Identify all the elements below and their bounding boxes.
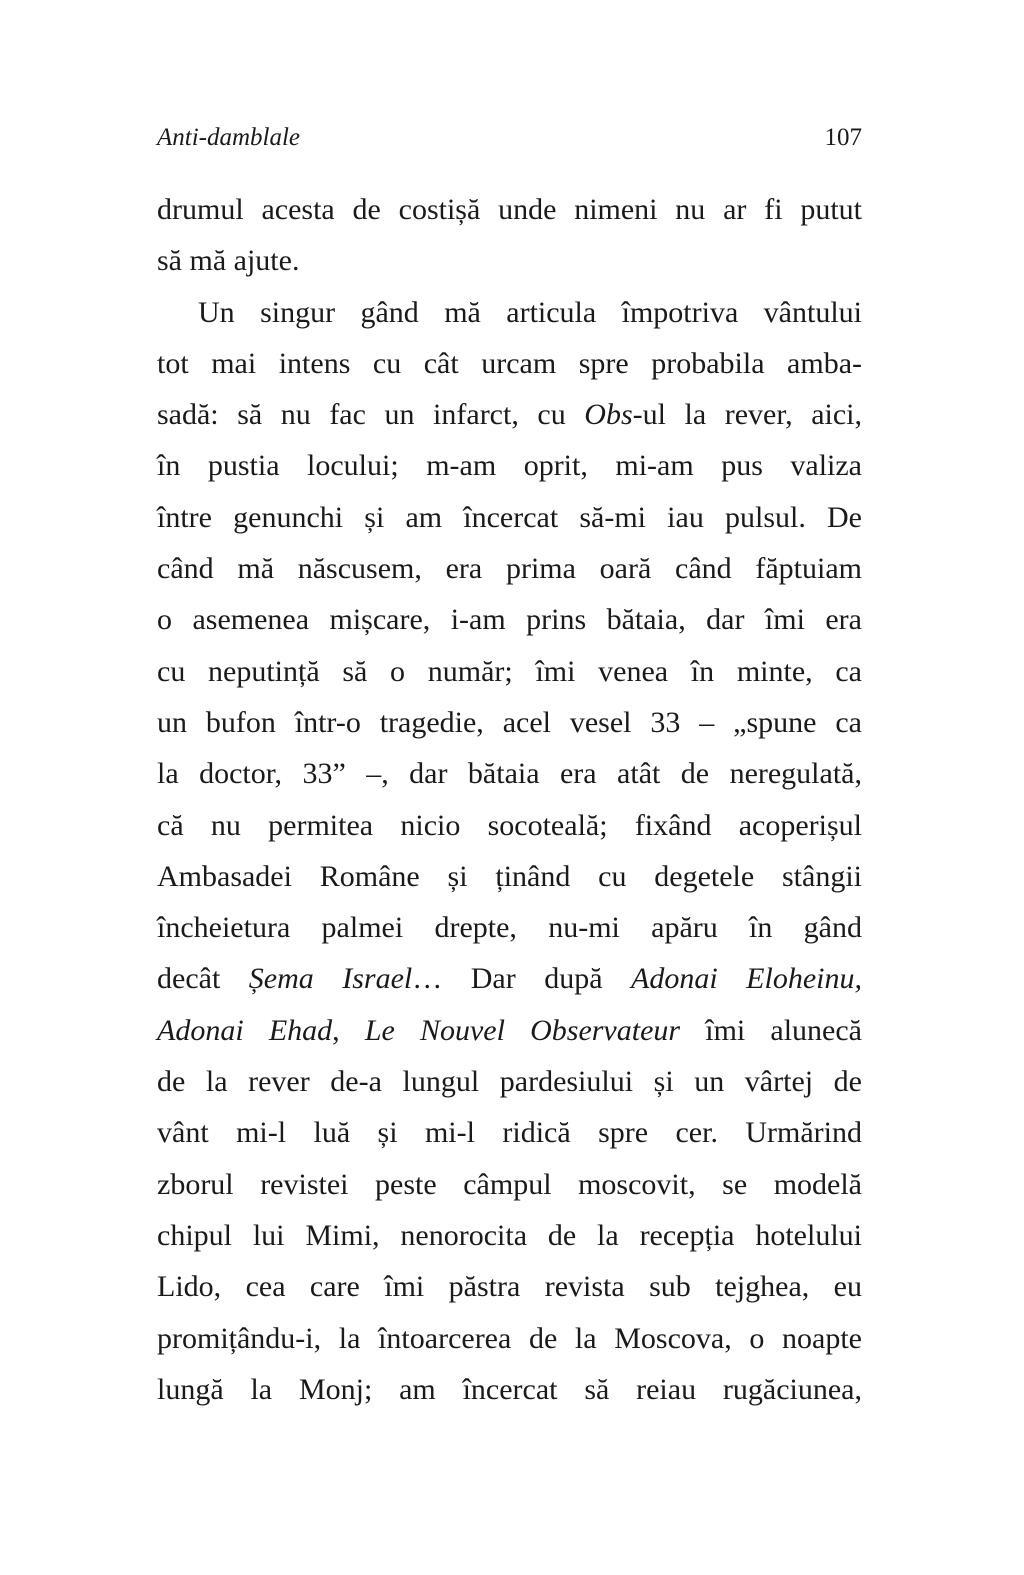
italic-text: Adonai Ehad [157,1013,333,1047]
text-segment: chipul lui Mimi, nenorocita de la recepția hotelului [157,1218,862,1252]
italic-text: Șema Israel [248,962,413,996]
text-segment: Un singur gând mă articula împotriva vântului [198,295,862,329]
text-segment: un bufon într-o tragedie, acel vesel 33 – „spune ca [157,705,862,739]
text-segment: lungă la Monj; am încercat să reiau rugăciunea, [157,1372,862,1406]
text-line [157,389,862,440]
text-line [157,646,862,697]
text-segment: între genunchi și am încercat să-mi iau pulsul. De [157,500,862,534]
text-segment: în pustia locului; m-am oprit, mi-am pus valiza [157,449,862,483]
text-segment: că nu permitea nicio socoteală; fixând acoperișul [157,808,862,842]
text-line [157,1313,862,1364]
page-number: 107 [824,124,862,151]
text-segment: de la rever de-a lungul pardesiului și un vârtej de [157,1065,862,1099]
body-text [157,184,862,1415]
text-segment: promițându-i, la întoarcerea de la Moscova, o noapte [157,1321,862,1355]
text-segment: zborul revistei peste câmpul moscovit, se modelă [157,1167,862,1201]
text-segment: , [332,1013,365,1047]
text-segment: îmi alunecă [680,1013,862,1047]
text-line [157,492,862,543]
running-header [157,122,862,154]
text-line [157,1210,862,1261]
text-segment: la doctor, 33” –, dar bătaia era atât de neregulată, [157,757,862,791]
text-segment: -ul la rever, aici, [632,398,862,432]
text-line [157,1364,862,1415]
text-line [157,543,862,594]
text-segment: decât [157,962,249,996]
text-line [157,184,862,235]
text-segment: … Dar după [412,962,632,996]
text-line [157,851,862,902]
text-line [157,748,862,799]
text-segment: o asemenea mișcare, i-am prins bătaia, dar îmi era [157,603,862,637]
text-line [157,697,862,748]
text-line [157,235,862,286]
text-line [157,1056,862,1107]
text-segment: Ambasadei Române și ținând cu degetele stângii [157,859,862,893]
text-segment: tot mai intens cu cât urcam spre probabila amba- [157,346,862,380]
italic-text: Obs [584,398,633,432]
text-segment: drumul acesta de costișă unde nimeni nu ar fi putut [157,193,862,226]
text-segment: Lido, cea care îmi păstra revista sub tejghea, eu [157,1270,862,1304]
text-segment: cu neputință să o număr; îmi venea în minte, ca [157,654,862,688]
text-line [157,1261,862,1312]
text-segment: să mă ajute. [157,244,300,278]
running-title: Anti-damblale [157,124,301,151]
italic-text: Le Nouvel Observateur [364,1013,681,1047]
text-line [157,287,862,338]
italic-text: Adonai Eloheinu, [631,962,862,996]
text-line [157,1107,862,1158]
text-line [157,338,862,389]
text-segment: încheietura palmei drepte, nu-mi apăru în gând [157,911,862,945]
text-line [157,1005,862,1056]
text-line [157,953,862,1004]
text-segment: când mă născusem, era prima oară când făptuiam [157,552,862,586]
text-line [157,594,862,645]
text-line [157,902,862,953]
text-line [157,1159,862,1210]
text-line [157,800,862,851]
text-line [157,440,862,491]
text-segment: sadă: să nu fac un infarct, cu [157,398,585,432]
text-segment: vânt mi-l luă și mi-l ridică spre cer. Urmărind [157,1116,862,1150]
